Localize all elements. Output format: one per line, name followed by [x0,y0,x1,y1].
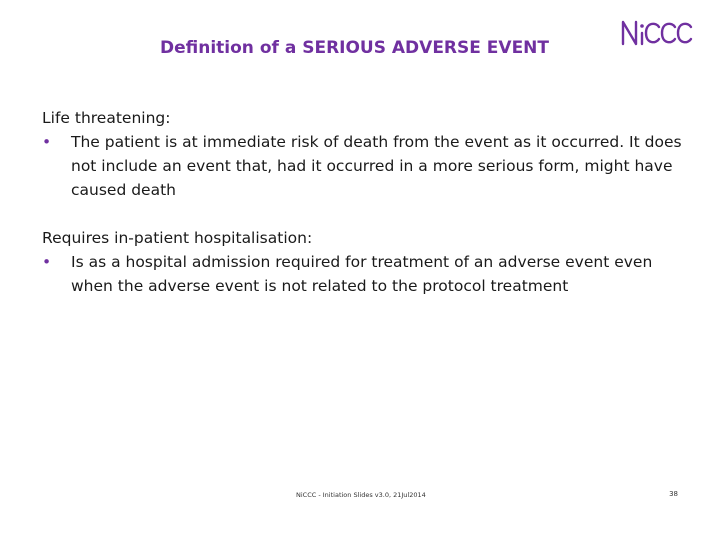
bullet-mark: • [42,133,52,151]
section-hospitalisation [42,226,692,298]
slide-body [42,106,692,298]
section-life-threatening [42,106,692,202]
bullet-mark: • [42,253,52,271]
bullet-item [42,130,692,202]
bullet-text: The patient is at immediate risk of death from the event as it occurred. It does not include an event that, had it occurred in a more serious form, might have caused death [71,133,682,199]
niccc-logo [620,12,700,56]
page-number: 38 [669,490,678,498]
bullet-text: Is as a hospital admission required for treatment of an adverse event even when the adverse event is not related to the protocol treatment [71,253,653,295]
slide-title: Definition of a SERIOUS ADVERSE EVENT [160,38,550,58]
section-heading: Requires in-patient hospitalisation: [42,229,313,247]
footer-text: NiCCC - Initiation Slides v3.0, 21Jul2014 [296,491,426,499]
section-heading: Life threatening: [42,109,171,127]
bullet-item [42,250,692,298]
